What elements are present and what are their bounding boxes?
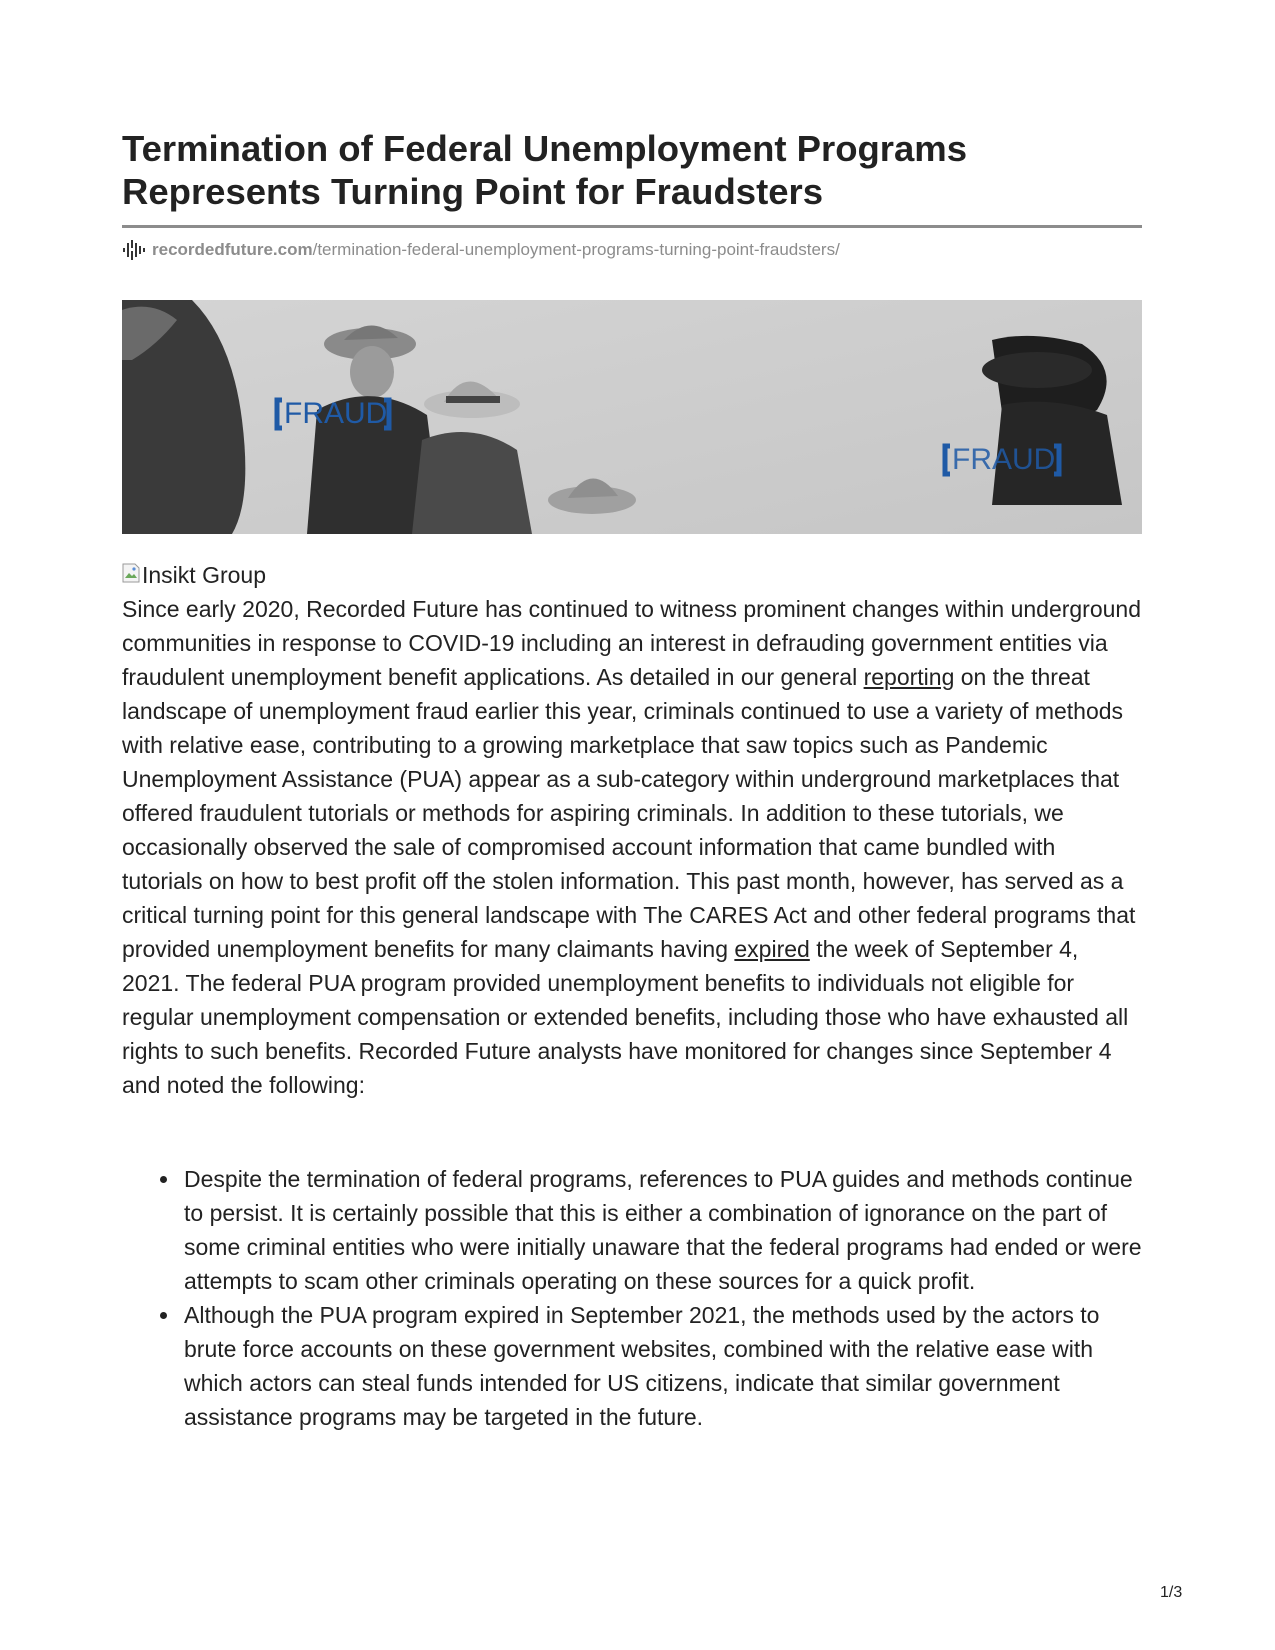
bullet-icon — [160, 1312, 167, 1319]
reporting-link[interactable]: reporting — [863, 664, 955, 690]
paragraph-text-1: Since early 2020, Recorded Future has continued to witness prominent changes within underground communities in response to COVID-19 including an interest in defrauding government entities via fraudulent unemployment benefit applications. As detailed in our general — [122, 596, 1142, 690]
hero-label-fraud-1: FRAUD — [284, 397, 388, 430]
broken-image-icon — [122, 562, 140, 582]
hero-label-fraud-2: FRAUD — [952, 443, 1056, 476]
source-domain-link[interactable]: recordedfuture.com — [152, 240, 313, 259]
insikt-group-image — [122, 561, 266, 589]
findings-list — [122, 1162, 1142, 1434]
source-path: /termination-federal-unemployment-programs-turning-point-fraudsters/ — [312, 240, 840, 259]
list-item — [184, 1162, 1142, 1298]
article-title: Termination of Federal Unemployment Programs Represents Turning Point for Fraudsters — [122, 128, 968, 212]
paragraph-text-2: on the threat landscape of unemployment fraud earlier this year, criminals continued to use a variety of methods with relative ease, contributing to a growing marketplace that saw topics such as Pandemic Unemployment Assistance (PUA) appear as a sub-category within underground marketplaces that offered fraudulent tutorials or methods for aspiring criminals. In addition to these tutorials, we occasionally observed the sale of compromised account information that came bundled with tutorials on how to best profit off the stolen information. This past month, however, has served as a critical turning point for this general landscape with The CARES Act and other federal programs that provided unemployment benefits for many claimants having — [122, 664, 1136, 962]
recorded-future-logo-icon — [122, 239, 146, 261]
source-line — [122, 238, 840, 262]
list-item — [184, 1298, 1142, 1434]
image-alt-text: Insikt Group — [142, 561, 266, 588]
list-item-text: Despite the termination of federal programs, references to PUA guides and methods continue to persist. It is certainly possible that this is either a combination of ignorance on the part of some criminal entities who were initially unaware that the federal programs had ended or were attempts to scam other criminals operating on these sources for a quick profit. — [184, 1166, 1142, 1294]
page-number: 1/3 — [1160, 1584, 1183, 1601]
bullet-icon — [160, 1176, 167, 1183]
title-divider — [122, 225, 1142, 228]
list-item-text: Although the PUA program expired in September 2021, the methods used by the actors to brute force accounts on these government websites, combined with the relative ease with which actors can steal funds intended for US citizens, indicate that similar government assistance programs may be targeted in the future. — [184, 1302, 1100, 1430]
intro-paragraph — [122, 592, 1142, 1102]
paragraph-text-3: the week of September 4, 2021. The federal PUA program provided unemployment benefits to individuals not eligible for regular unemployment compensation or extended benefits, including those who have exhausted all rights to such benefits. Recorded Future analysts have monitored for changes since September 4 and noted the following: — [122, 936, 1129, 1098]
hero-image — [122, 300, 1142, 534]
expired-link[interactable]: expired — [734, 936, 810, 962]
